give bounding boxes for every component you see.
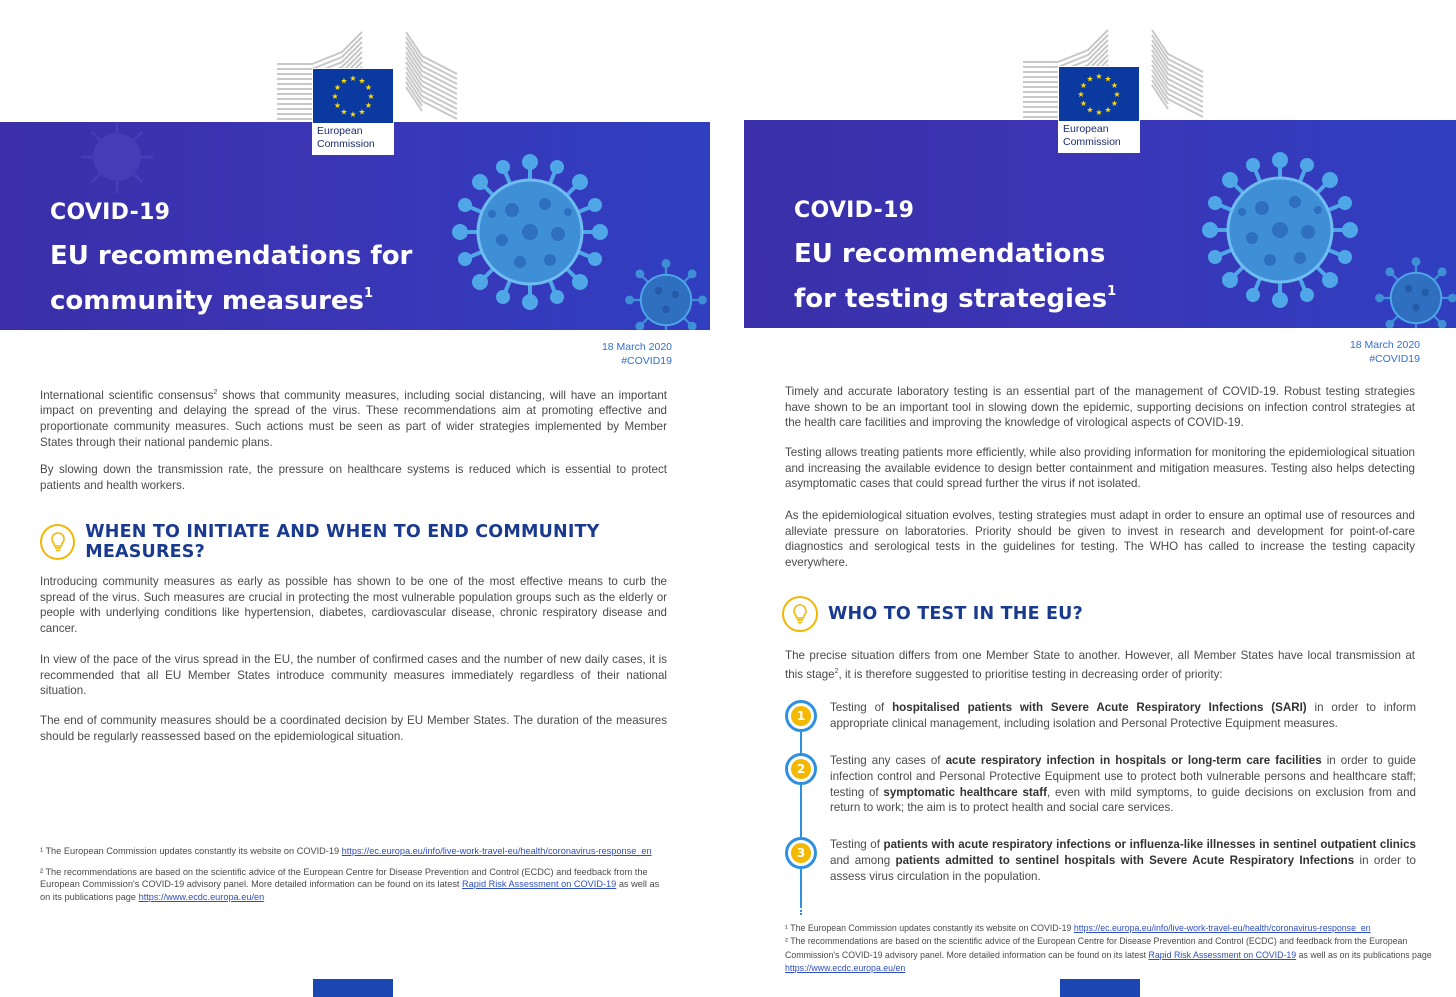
footnote-1: ¹ The European Commission updates constantly its website on COVID-19 https://ec.europa.eu/info/live-work-travel-eu/health/coronavirus-response_en xyxy=(785,923,1371,933)
svg-text:★: ★ xyxy=(1104,74,1112,84)
timeline-dots xyxy=(800,895,802,915)
banner-heading-line2: for testing strategies xyxy=(794,284,1108,314)
footnote-2: ² The recommendations are based on the scientific advice of the European Centre for Disease Prevention and Control (ECDC) and feedback from the European Commission's COVID-19 advisory panel. More detailed information can be found on its latest Rapid Risk Assessment on COVID-19 as well as on its publications page https://www.ecdc.europa.eu/en xyxy=(785,936,1432,973)
intro-paragraph-2: By slowing down the transmission rate, the pressure on healthcare systems is reduced which is essential to protect patients and health workers. xyxy=(40,463,667,492)
banner-title xyxy=(50,200,412,320)
priority-number-badge: 3 xyxy=(785,837,817,869)
logo-text: European Commission xyxy=(317,125,375,150)
publication-date: 18 March 2020 xyxy=(601,341,672,353)
section-paragraph-2: In view of the pace of the virus spread in the EU, the number of confirmed cases and the number of new daily cases, it is recommended that all EU Member States introduce community measures immediately regardless of their national situation. xyxy=(40,653,667,698)
eu-logo-box xyxy=(312,68,394,155)
paragraph-3: As the epidemiological situation evolves, testing strategies must adapt in order to ensure an optimal use of resources and alleviate pressure on laboratories. Priority should be given to invest in research and development for point-of-care diagnostics and serological tests in the guidelines for testing. The WHO has called to increase the testing capacity everywhere. xyxy=(785,509,1415,569)
banner-title xyxy=(794,198,1116,318)
lightbulb-icon xyxy=(782,596,818,632)
svg-text:★: ★ xyxy=(349,110,357,119)
section-heading xyxy=(782,596,1083,632)
footnotes xyxy=(785,922,1445,975)
svg-text:★: ★ xyxy=(1110,81,1119,90)
logo-text: European Commission xyxy=(1063,123,1121,148)
svg-text:★: ★ xyxy=(340,107,348,117)
section-paragraph-3: The end of community measures should be a coordinated decision by EU Member States. The duration of the measures should be regularly reassessed based on the epidemiological situation. xyxy=(40,714,667,743)
virus-icon xyxy=(1374,256,1456,328)
svg-text:★: ★ xyxy=(1095,72,1103,81)
svg-text:★: ★ xyxy=(358,107,366,117)
banner-heading xyxy=(50,237,412,320)
page-bottom-bar xyxy=(1060,979,1140,997)
date-block xyxy=(1350,338,1420,366)
rapid-risk-assessment-link[interactable]: Rapid Risk Assessment on COVID-19 xyxy=(462,879,617,890)
banner-label: COVID-19 xyxy=(50,200,171,225)
svg-text:★: ★ xyxy=(333,83,342,92)
svg-text:★: ★ xyxy=(1079,99,1088,108)
website-link[interactable]: https://ec.europa.eu/info/live-work-travel-eu/health/coronavirus-response_en xyxy=(1073,923,1371,933)
rapid-risk-assessment-link[interactable]: Rapid Risk Assessment on COVID-19 xyxy=(1148,949,1297,960)
svg-text:★: ★ xyxy=(1113,90,1121,99)
section-paragraph-1: Introducing community measures as early as possible has shown to be one of the most effective means to curb the spread of the virus. Such measures are crucial in protecting the most vulnerable population groups such as the elderly or people with underlying conditions like hypertension, diabetes, cardiovascular disease, chronic respiratory disease and cancer. xyxy=(40,575,667,635)
virus-icon xyxy=(450,152,610,312)
svg-text:★: ★ xyxy=(364,83,373,92)
date-block xyxy=(602,340,672,368)
svg-text:★: ★ xyxy=(1095,108,1103,117)
footnote-ref: 1 xyxy=(364,286,374,301)
banner-heading-line2: community measures xyxy=(50,286,365,316)
section-title: WHO TO TEST IN THE EU? xyxy=(828,604,1083,624)
paragraph-2: Testing allows treating patients more efficiently, while also providing information for monitoring the epidemiological situation and increasing the available evidence to design better containment and mitigation measures. Testing also helps detecting asymptomatic cases that could spread further the virus if not isolated. xyxy=(785,446,1415,491)
page-bottom-bar xyxy=(313,979,393,997)
svg-text:★: ★ xyxy=(367,92,375,101)
banner-heading-line1: EU recommendations for xyxy=(50,241,413,271)
svg-text:★: ★ xyxy=(1104,105,1112,115)
left-document-page xyxy=(0,0,710,997)
eu-logo-box xyxy=(1058,66,1140,153)
banner-heading-line1: EU recommendations xyxy=(794,239,1106,269)
banner-heading xyxy=(794,235,1116,318)
website-link[interactable]: https://ec.europa.eu/info/live-work-travel-eu/health/coronavirus-response_en xyxy=(341,846,652,856)
virus-icon xyxy=(1200,150,1360,310)
eu-flag-icon xyxy=(1059,67,1139,121)
ecdc-link[interactable]: https://www.ecdc.europa.eu/en xyxy=(785,962,906,973)
svg-text:★: ★ xyxy=(333,101,342,110)
svg-text:★: ★ xyxy=(364,101,373,110)
priority-text: Testing of patients with acute respiratory infections or influenza-like illnesses in sentinel outpatient clinics and among patients admitted to sentinel hospitals with Severe Acute Respiratory Infections in order to assess virus circulation in the population. xyxy=(830,838,1416,883)
svg-text:★: ★ xyxy=(1086,74,1094,84)
european-commission-logo xyxy=(1018,26,1208,181)
footnote-1: ¹ The European Commission updates constantly its website on COVID-19 https://ec.europa.eu/info/live-work-travel-eu/health/coronavirus-response_en xyxy=(40,846,652,856)
banner-label: COVID-19 xyxy=(794,198,915,223)
footnotes xyxy=(40,845,667,911)
svg-text:★: ★ xyxy=(1086,105,1094,115)
priority-text: Testing of hospitalised patients with Severe Acute Respiratory Infections (SARI) in order to inform appropriate clinical management, including isolation and Personal Protective Equipment measures. xyxy=(830,701,1416,730)
paragraph-1: Timely and accurate laboratory testing is an essential part of the management of COVID-19. Robust testing strategies have shown to be an important tool in slowing down the epidemic, supporting decisions on infection control strategies at the health care facilities and improving the knowledge of virological aspects of COVID-19. xyxy=(785,385,1415,430)
hashtag: #COVID19 xyxy=(1369,353,1420,365)
priority-text: Testing any cases of acute respiratory infection in hospitals or long-term care facilities in order to guide infection control and Personal Protective Equipment use to protect both vulnerable persons and healthcare staff; testing of symptomatic healthcare staff, even with mild symptoms, to guide decisions on exclusion from and return to work; the aim is to protect health and social care services. xyxy=(830,754,1416,815)
intro-paragraph-1: International scientific consensus$^2$ shows that community measures, including social distancing, will have an important impact on preventing and delaying the spread of the virus. These recommendations aim at promoting effective and proportionate community measures. Such actions must be seen as part of wider strategies implemented by Member States through their national pandemic plans. xyxy=(40,388,667,449)
svg-text:★: ★ xyxy=(1079,81,1088,90)
footnote-ref: 1 xyxy=(1107,284,1117,299)
lightbulb-icon xyxy=(40,524,75,560)
right-document-page xyxy=(744,0,1456,997)
svg-text:★: ★ xyxy=(358,76,366,86)
svg-text:★: ★ xyxy=(1110,99,1119,108)
priority-number-badge: 1 xyxy=(785,700,817,732)
virus-icon xyxy=(72,122,162,202)
timeline-line xyxy=(800,718,802,906)
priority-number-badge: 2 xyxy=(785,753,817,785)
svg-text:★: ★ xyxy=(349,74,357,83)
european-commission-logo xyxy=(272,28,462,183)
section-title: WHEN TO INITIATE AND WHEN TO END COMMUNITY MEASURES? xyxy=(85,522,600,562)
section-heading xyxy=(40,522,710,562)
publication-date: 18 March 2020 xyxy=(1349,339,1420,351)
svg-text:★: ★ xyxy=(331,92,339,101)
ecdc-link[interactable]: https://www.ecdc.europa.eu/en xyxy=(138,891,265,902)
footnote-2: ² The recommendations are based on the scientific advice of the European Centre for Disease Prevention and Control (ECDC) and feedback from the European Commission's COVID-19 advisory panel. More detailed information can be found on its latest Rapid Risk Assessment on COVID-19 as well as on its publications page https://www.ecdc.europa.eu/en xyxy=(40,866,660,902)
svg-text:★: ★ xyxy=(1077,90,1085,99)
virus-icon xyxy=(624,258,708,330)
eu-flag-icon xyxy=(313,69,393,123)
hashtag: #COVID19 xyxy=(621,355,672,367)
section-intro: The precise situation differs from one Member State to another. However, all Member States have local transmission at this stage$^2$, it is therefore suggested to prioritise testing in decreasing order of priority: xyxy=(785,649,1415,681)
svg-text:★: ★ xyxy=(340,76,348,86)
